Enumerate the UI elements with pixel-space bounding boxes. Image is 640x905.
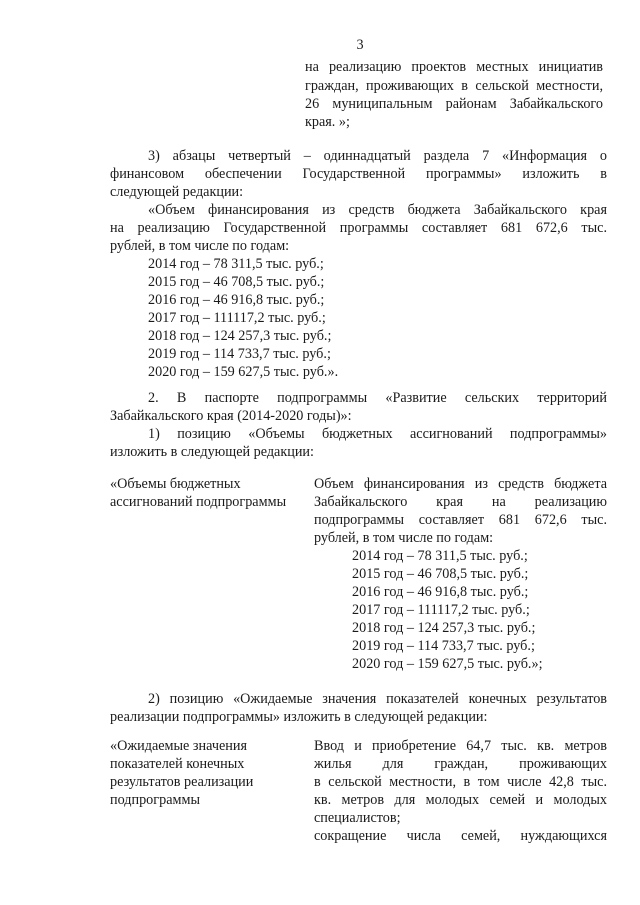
- paragraph-line: следующей редакции:: [110, 184, 244, 200]
- table-right-cell-line: Забайкальского края на реализацию: [314, 494, 607, 510]
- year-line: 2014 год – 78 311,5 тыс. руб.;: [148, 256, 324, 272]
- table-left-cell-line: показателей конечных: [110, 756, 245, 772]
- year-line: 2015 год – 46 708,5 тыс. руб.;: [148, 274, 325, 290]
- paragraph-line: финансовом обеспечении Государственной программы» изложить в: [110, 166, 607, 182]
- paragraph-line: на реализацию проектов местных инициатив: [305, 59, 603, 75]
- paragraph-line: 1) позицию «Объемы бюджетных ассигнований подпрограммы»: [148, 426, 607, 442]
- year-line: 2017 год – 111117,2 тыс. руб.;: [352, 602, 530, 618]
- table-right-cell-line: специалистов;: [314, 810, 401, 826]
- year-line: 2016 год – 46 916,8 тыс. руб.;: [352, 584, 529, 600]
- table-right-cell-line: Объем финансирования из средств бюджета: [314, 476, 607, 492]
- paragraph-line: Забайкальского края (2014-2020 годы)»:: [110, 408, 352, 424]
- table-left-cell-line: «Объемы бюджетных: [110, 476, 241, 492]
- paragraph-line: рублей, в том числе по годам:: [110, 238, 290, 254]
- paragraph-line: 2) позицию «Ожидаемые значения показателей конечных результатов: [148, 691, 607, 707]
- paragraph-line: 3) абзацы четвертый – одиннадцатый раздела 7 «Информация о: [148, 148, 607, 164]
- year-line: 2017 год – 111117,2 тыс. руб.;: [148, 310, 326, 326]
- paragraph-line: реализации подпрограммы» изложить в следующей редакции:: [110, 709, 488, 725]
- year-line: 2014 год – 78 311,5 тыс. руб.;: [352, 548, 528, 564]
- page-number: 3: [356, 37, 364, 53]
- table-left-cell-line: подпрограммы: [110, 792, 200, 808]
- paragraph-line: на реализацию Государственной программы составляет 681 672,6 тыс.: [110, 220, 607, 236]
- year-line: 2019 год – 114 733,7 тыс. руб.;: [352, 638, 535, 654]
- table-right-cell-line: кв. метров для молодых семей и молодых: [314, 792, 607, 808]
- year-line: 2020 год – 159 627,5 тыс. руб.»;: [352, 656, 543, 672]
- table-right-cell-line: в сельской местности, в том числе 42,8 тыс.: [314, 774, 607, 790]
- paragraph-line: граждан, проживающих в сельской местности,: [305, 78, 603, 94]
- table-left-cell-line: результатов реализации: [110, 774, 254, 790]
- table-right-cell-line: Ввод и приобретение 64,7 тыс. кв. метров: [314, 738, 607, 754]
- year-line: 2018 год – 124 257,3 тыс. руб.;: [352, 620, 536, 636]
- paragraph-line: края. »;: [305, 114, 350, 130]
- year-line: 2020 год – 159 627,5 тыс. руб.».: [148, 364, 339, 380]
- year-line: 2015 год – 46 708,5 тыс. руб.;: [352, 566, 529, 582]
- paragraph-line: изложить в следующей редакции:: [110, 444, 314, 460]
- table-right-cell-line: рублей, в том числе по годам:: [314, 530, 494, 546]
- table-right-cell-line: сокращение числа семей, нуждающихся: [314, 828, 607, 844]
- table-right-cell-line: подпрограммы составляет 681 672,6 тыс.: [314, 512, 607, 528]
- table-right-cell-line: жилья для граждан, проживающих: [314, 756, 607, 772]
- paragraph-line: «Объем финансирования из средств бюджета Забайкальского края: [148, 202, 607, 218]
- year-line: 2018 год – 124 257,3 тыс. руб.;: [148, 328, 332, 344]
- paragraph-line: 2. В паспорте подпрограммы «Развитие сельских территорий: [148, 390, 607, 406]
- year-line: 2019 год – 114 733,7 тыс. руб.;: [148, 346, 331, 362]
- paragraph-line: 26 муниципальным районам Забайкальского: [305, 96, 603, 112]
- table-left-cell-line: ассигнований подпрограммы: [110, 494, 287, 510]
- table-left-cell-line: «Ожидаемые значения: [110, 738, 247, 754]
- year-line: 2016 год – 46 916,8 тыс. руб.;: [148, 292, 325, 308]
